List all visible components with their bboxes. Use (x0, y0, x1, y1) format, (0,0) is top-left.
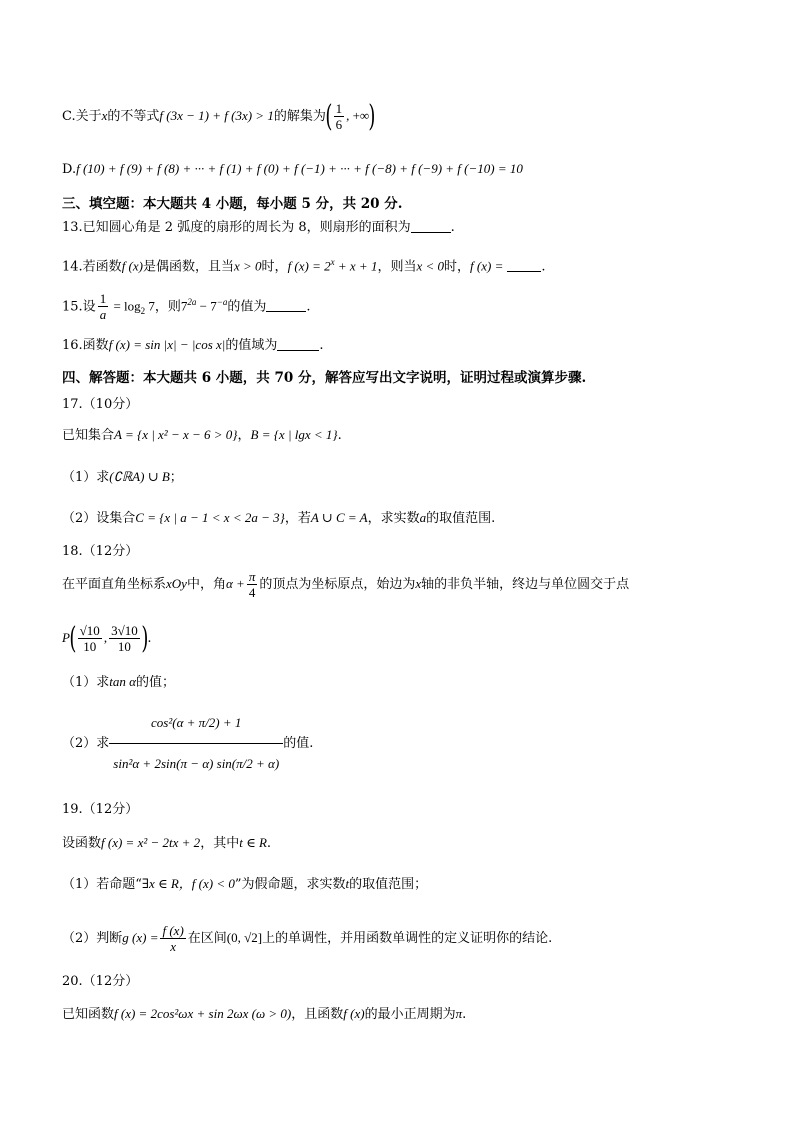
q17-set-c: C = {x | a − 1 < x < 2a − 3} (135, 510, 285, 525)
q18-point-p: P (62, 630, 70, 645)
q19-expr: f (x) = x² − 2tx + 2 (101, 835, 201, 850)
fraction-numerator: cos²(α + π/2) + 1 (109, 705, 283, 744)
q18-xoy: xOy (166, 576, 187, 591)
q17-set-a: A = {x | x² − x − 6 > 0} (114, 427, 238, 442)
q17-p1-end: ； (169, 470, 183, 485)
fraction-denominator: 10 (117, 639, 131, 654)
q15-fraction (98, 291, 109, 322)
q18-p1-label: （1）求 (62, 675, 110, 690)
q18-stem-mid: 中，角 (186, 577, 226, 592)
q15-log: = log (110, 298, 141, 314)
q16-prefix: 16.函数 (62, 338, 109, 353)
q16-end: . (319, 338, 324, 353)
q20-fx: f (x) (343, 1006, 365, 1021)
q15-mid2: 的值为 (227, 299, 267, 315)
q14-end: . (541, 259, 546, 275)
q18-p2-label: （2）求 (62, 736, 110, 751)
q17-p2-mid: ，若 (284, 511, 311, 526)
q17-p2-label: （2）设集合 (62, 511, 136, 526)
q19-end: . (266, 836, 272, 851)
q19-p1-var: t (345, 876, 350, 891)
q19-p1-label: （1）若命题“ (62, 877, 142, 892)
q19-part-1 (62, 875, 427, 894)
q20-end: . (462, 1007, 467, 1022)
q19-p1-prop: ∃x ∈ R，f (x) < 0 (141, 876, 235, 891)
q17-header: 17.（10分） (62, 397, 139, 412)
q18-stem-rest: 的顶点为坐标原点，始边为 (259, 577, 416, 592)
q19-stem-pre: 设函数 (62, 836, 102, 851)
q15-exp-b: −a (216, 297, 228, 307)
q19-mid: ，其中 (200, 836, 240, 851)
q20-stem (62, 1005, 466, 1024)
q19-part-2 (62, 916, 552, 961)
q15-prefix: 15.设 (62, 299, 96, 315)
answer-blank (266, 299, 306, 312)
q19-stem (62, 834, 271, 853)
q17-stem (62, 426, 342, 445)
q14-exponent: x (330, 257, 335, 267)
q17-stem-pre: 已知集合 (62, 428, 115, 443)
q17-p1-expr: (∁ℝA) ∪ B (109, 469, 170, 484)
answer-blank (507, 259, 541, 272)
fraction-numerator: 1 (335, 101, 343, 116)
fraction-numerator: 3√10 (111, 623, 138, 638)
option-d-expression: f (10) + f (9) + f (8) + ··· + f (1) + f (0) + f (−1) + ··· + f (−8) + f (−9) + f (−10) = 10 (76, 161, 523, 176)
q18-p1-expr: tan α (109, 674, 136, 689)
q17-part-2 (62, 509, 495, 528)
answer-blank (277, 338, 319, 351)
q19-p2-g: g (x) = (122, 930, 159, 945)
q18-stem (62, 566, 629, 603)
q19-p2-end: 上的单调性，并用函数单调性的定义证明你的结论. (262, 931, 553, 946)
q19-header: 19.（12分） (62, 802, 139, 817)
q18-py-fraction (109, 623, 140, 654)
q19-cond: t ∈ R (239, 835, 267, 850)
q14-fx2: f (x) = (470, 258, 504, 274)
fraction-numerator: π (248, 569, 256, 584)
q15-log-arg: 7 (145, 298, 155, 314)
q18-stem-pre: 在平面直角坐标系 (62, 577, 167, 592)
fraction-numerator: f (x) (162, 923, 184, 938)
q17-p2-mid2: ，求实数 (367, 511, 420, 526)
question-13-end: . (450, 220, 455, 235)
right-paren: ) (141, 620, 149, 656)
fraction-numerator: √10 (79, 623, 100, 638)
option-c (62, 96, 375, 137)
q15-mid: ，则 (154, 299, 181, 315)
q18-point: P( $\frac{√10}{10}$ , $\frac{3√10}{10}$ ). (62, 620, 152, 656)
q16-expr: f (x) = sin |x| − |cos x| (108, 337, 226, 352)
q17-end: . (337, 428, 342, 443)
option-d (62, 160, 523, 179)
q17-part-1 (62, 468, 183, 487)
q14-mid: 是偶函数，且当 (142, 259, 234, 275)
q19-p2-label: （2）判断 (62, 931, 123, 946)
q18-part-2 (62, 705, 313, 783)
answer-blank (411, 220, 451, 233)
q17-p2-var: a (419, 510, 427, 525)
interval-rest: , +∞ (346, 108, 370, 123)
fraction-denominator: 6 (335, 117, 343, 132)
q19-p1-rest: ”为假命题，求实数 (234, 877, 346, 892)
q20-mid: ，且函数 (291, 1007, 344, 1022)
q19-p2-mid: 在区间 (187, 931, 227, 946)
q17-sep: ， (237, 428, 251, 443)
option-c-mid2: 的解集为 (273, 109, 326, 124)
q20-stem-pre: 已知函数 (62, 1007, 115, 1022)
section-3-title: 三、填空题：本大题共 4 小题，每小题 5 分，共 20 分. (62, 196, 403, 212)
q17-set-b: B = {x | lgx < 1} (250, 427, 338, 442)
interval-fraction (334, 101, 345, 132)
q14-cond2: x < 0 (416, 258, 445, 274)
question-15 (62, 284, 310, 329)
option-c-inequality: f (3x − 1) + f (3x) > 1 (159, 108, 274, 123)
question-13-text: 13.已知圆心角是 2 弧度的扇形的周长为 8，则扇形的面积为 (62, 220, 411, 235)
q19-p2-interval: (0, √2] (226, 930, 263, 945)
q14-expr2: + x + 1 (334, 258, 378, 274)
q16-mid: 的值域为 (225, 338, 278, 353)
q15-log-base: 2 (140, 305, 146, 316)
left-paren: ( (325, 98, 333, 134)
q18-p2-end: 的值. (283, 736, 314, 751)
right-paren: ) (368, 98, 376, 134)
q18-alpha-plus: α + (225, 576, 245, 591)
q17-p1-label: （1）求 (62, 470, 110, 485)
option-c-prefix: C.关于 (62, 109, 102, 124)
option-c-var: x (101, 108, 108, 123)
q14-cond1: x > 0 (234, 258, 262, 274)
q17-p2-cond: A ∪ C = A (310, 510, 368, 525)
q18-point-end: . (147, 631, 152, 646)
fraction-denominator: 10 (83, 639, 97, 654)
fraction-numerator: 1 (99, 291, 107, 307)
q20-pi: π (455, 1006, 463, 1021)
fraction-denominator: 4 (248, 585, 256, 600)
q17-p2-end: 的取值范围. (426, 511, 496, 526)
option-c-mid: 的不等式 (107, 109, 160, 124)
fraction-denominator: a (99, 307, 107, 323)
option-d-prefix: D. (62, 162, 77, 177)
q18-stem-rest2: 轴的非负半轴，终边与单位圆交于点 (421, 577, 630, 592)
q18-p2-fraction (109, 705, 283, 782)
q19-p1-end: 的取值范围； (349, 877, 428, 892)
q18-part-1 (62, 673, 175, 692)
q18-p1-end: 的值； (135, 675, 175, 690)
fraction-denominator: sin²α + 2sin(π − α) sin(π/2 + α) (113, 756, 280, 771)
q20-mid2: 的最小正周期为 (364, 1007, 456, 1022)
fraction-denominator: x (170, 939, 177, 954)
left-paren: ( (69, 620, 77, 656)
q15-base-a: 7 (180, 298, 188, 314)
section-4-title: 四、解答题：本大题共 6 小题，共 70 分，解答应写出文字说明，证明过程或演算步骤. (62, 370, 587, 386)
question-14 (62, 253, 545, 276)
q20-header: 20.（12分） (62, 974, 139, 989)
q14-prefix: 14.若函数 (62, 259, 122, 275)
q15-exp-a: 2a (187, 297, 197, 307)
q14-mid3: ，则当 (377, 259, 417, 275)
q14-expr: f (x) = 2 (287, 258, 331, 274)
q18-pi-over-4 (247, 569, 258, 600)
q14-mid2: 时， (261, 259, 288, 275)
q15-base-b: − 7 (196, 298, 217, 314)
q18-x-axis: x (415, 576, 422, 591)
question-16 (62, 336, 324, 355)
q20-expr: f (x) = 2cos²ωx + sin 2ωx (ω > 0) (114, 1006, 292, 1021)
q15-end: . (306, 299, 311, 315)
q18-px-fraction (78, 623, 102, 654)
q14-mid4: 时， (444, 259, 471, 275)
q18-header: 18.（12分） (62, 544, 139, 559)
q14-fx: f (x) (121, 258, 143, 274)
question-13 (62, 219, 455, 237)
q19-p2-fraction (160, 923, 185, 954)
